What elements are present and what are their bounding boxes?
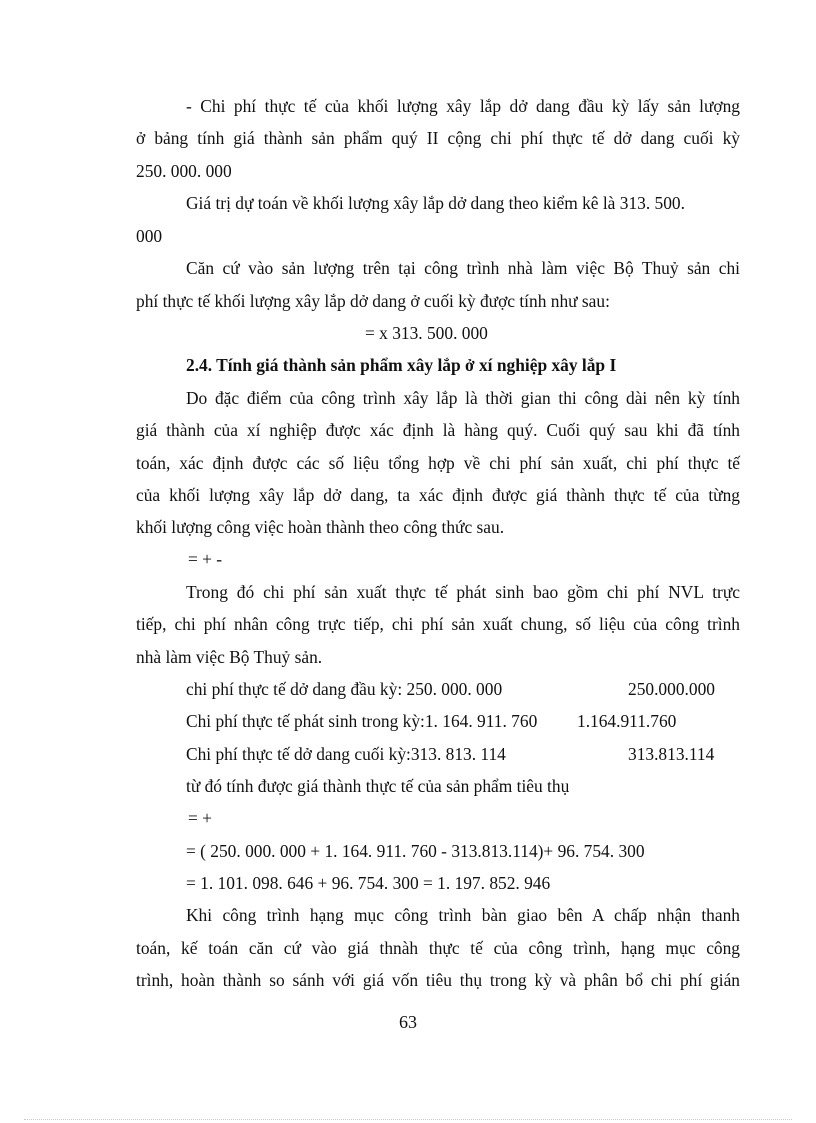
paragraph-line: toán, kế toán căn cứ vào giá thnàh thực tế của công trình, hạng mục công [136, 938, 740, 958]
formula-line: = x 313. 500. 000 [365, 323, 488, 343]
paragraph-line: 000 [136, 226, 163, 246]
paragraph-line: của khối lượng xây lắp dở dang, ta xác định được giá thành thực tế của từng [136, 485, 740, 505]
cost-value: 313.813.114 [628, 744, 715, 764]
cost-value: 1.164.911.760 [577, 711, 677, 731]
cost-line: Chi phí thực tế phát sinh trong kỳ:1. 164. 911. 760 [186, 711, 538, 731]
paragraph-line: trình, hoàn thành so sánh với giá vốn tiêu thụ trong kỳ và phân bổ chi phí gián [136, 970, 740, 990]
formula-line: = ( 250. 000. 000 + 1. 164. 911. 760 - 313.813.114)+ 96. 754. 300 [186, 841, 645, 861]
footer-divider [24, 1119, 792, 1120]
cost-line: Chi phí thực tế dở dang cuối kỳ:313. 813. 114 [186, 744, 506, 764]
paragraph-line: Trong đó chi phí sản xuất thực tế phát sinh bao gồm chi phí NVL trực [186, 582, 740, 602]
paragraph-line: giá thành của xí nghiệp được xác định là hàng quý. Cuối quý sau khi đã tính [136, 420, 740, 440]
paragraph-line: khối lượng công việc hoàn thành theo công thức sau. [136, 517, 505, 537]
paragraph-line: phí thực tế khối lượng xây lắp dở dang ở cuối kỳ được tính như sau: [136, 291, 610, 311]
paragraph-line: nhà làm việc Bộ Thuỷ sản. [136, 647, 323, 667]
section-heading: 2.4. Tính giá thành sản phẩm xây lắp ở xí nghiệp xây lắp I [186, 355, 617, 375]
formula-line: = + - [188, 549, 223, 569]
paragraph-line: Do đặc điểm của công trình xây lắp là thời gian thi công dài nên kỳ tính [186, 388, 740, 408]
paragraph-line: Khi công trình hạng mục công trình bàn giao bên A chấp nhận thanh [186, 905, 740, 925]
paragraph-line: toán, xác định được các số liệu tổng hợp về chi phí sản xuất, chi phí thực tế [136, 453, 740, 473]
formula-line: = 1. 101. 098. 646 + 96. 754. 300 = 1. 197. 852. 946 [186, 873, 551, 893]
paragraph-line: Giá trị dự toán về khối lượng xây lắp dở dang theo kiểm kê là 313. 500. [186, 193, 685, 213]
formula-line: = + [188, 808, 212, 828]
cost-line: chi phí thực tế dở dang đầu kỳ: 250. 000. 000 [186, 679, 503, 699]
paragraph-line: 250. 000. 000 [136, 161, 232, 181]
page-number: 63 [399, 1012, 417, 1032]
paragraph-line: ở bảng tính giá thành sản phẩm quý II cộng chi phí thực tế dở dang cuối kỳ [136, 128, 740, 148]
paragraph-line: từ đó tính được giá thành thực tế của sản phẩm tiêu thụ [186, 776, 570, 796]
paragraph-line: tiếp, chi phí nhân công trực tiếp, chi phí sản xuất chung, số liệu của công trình [136, 614, 740, 634]
cost-value: 250.000.000 [628, 679, 715, 699]
paragraph-line: Căn cứ vào sản lượng trên tại công trình nhà làm việc Bộ Thuỷ sản chi [186, 258, 740, 278]
paragraph-line: - Chi phí thực tế của khối lượng xây lắp dở dang đầu kỳ lấy sản lượng [186, 96, 740, 116]
